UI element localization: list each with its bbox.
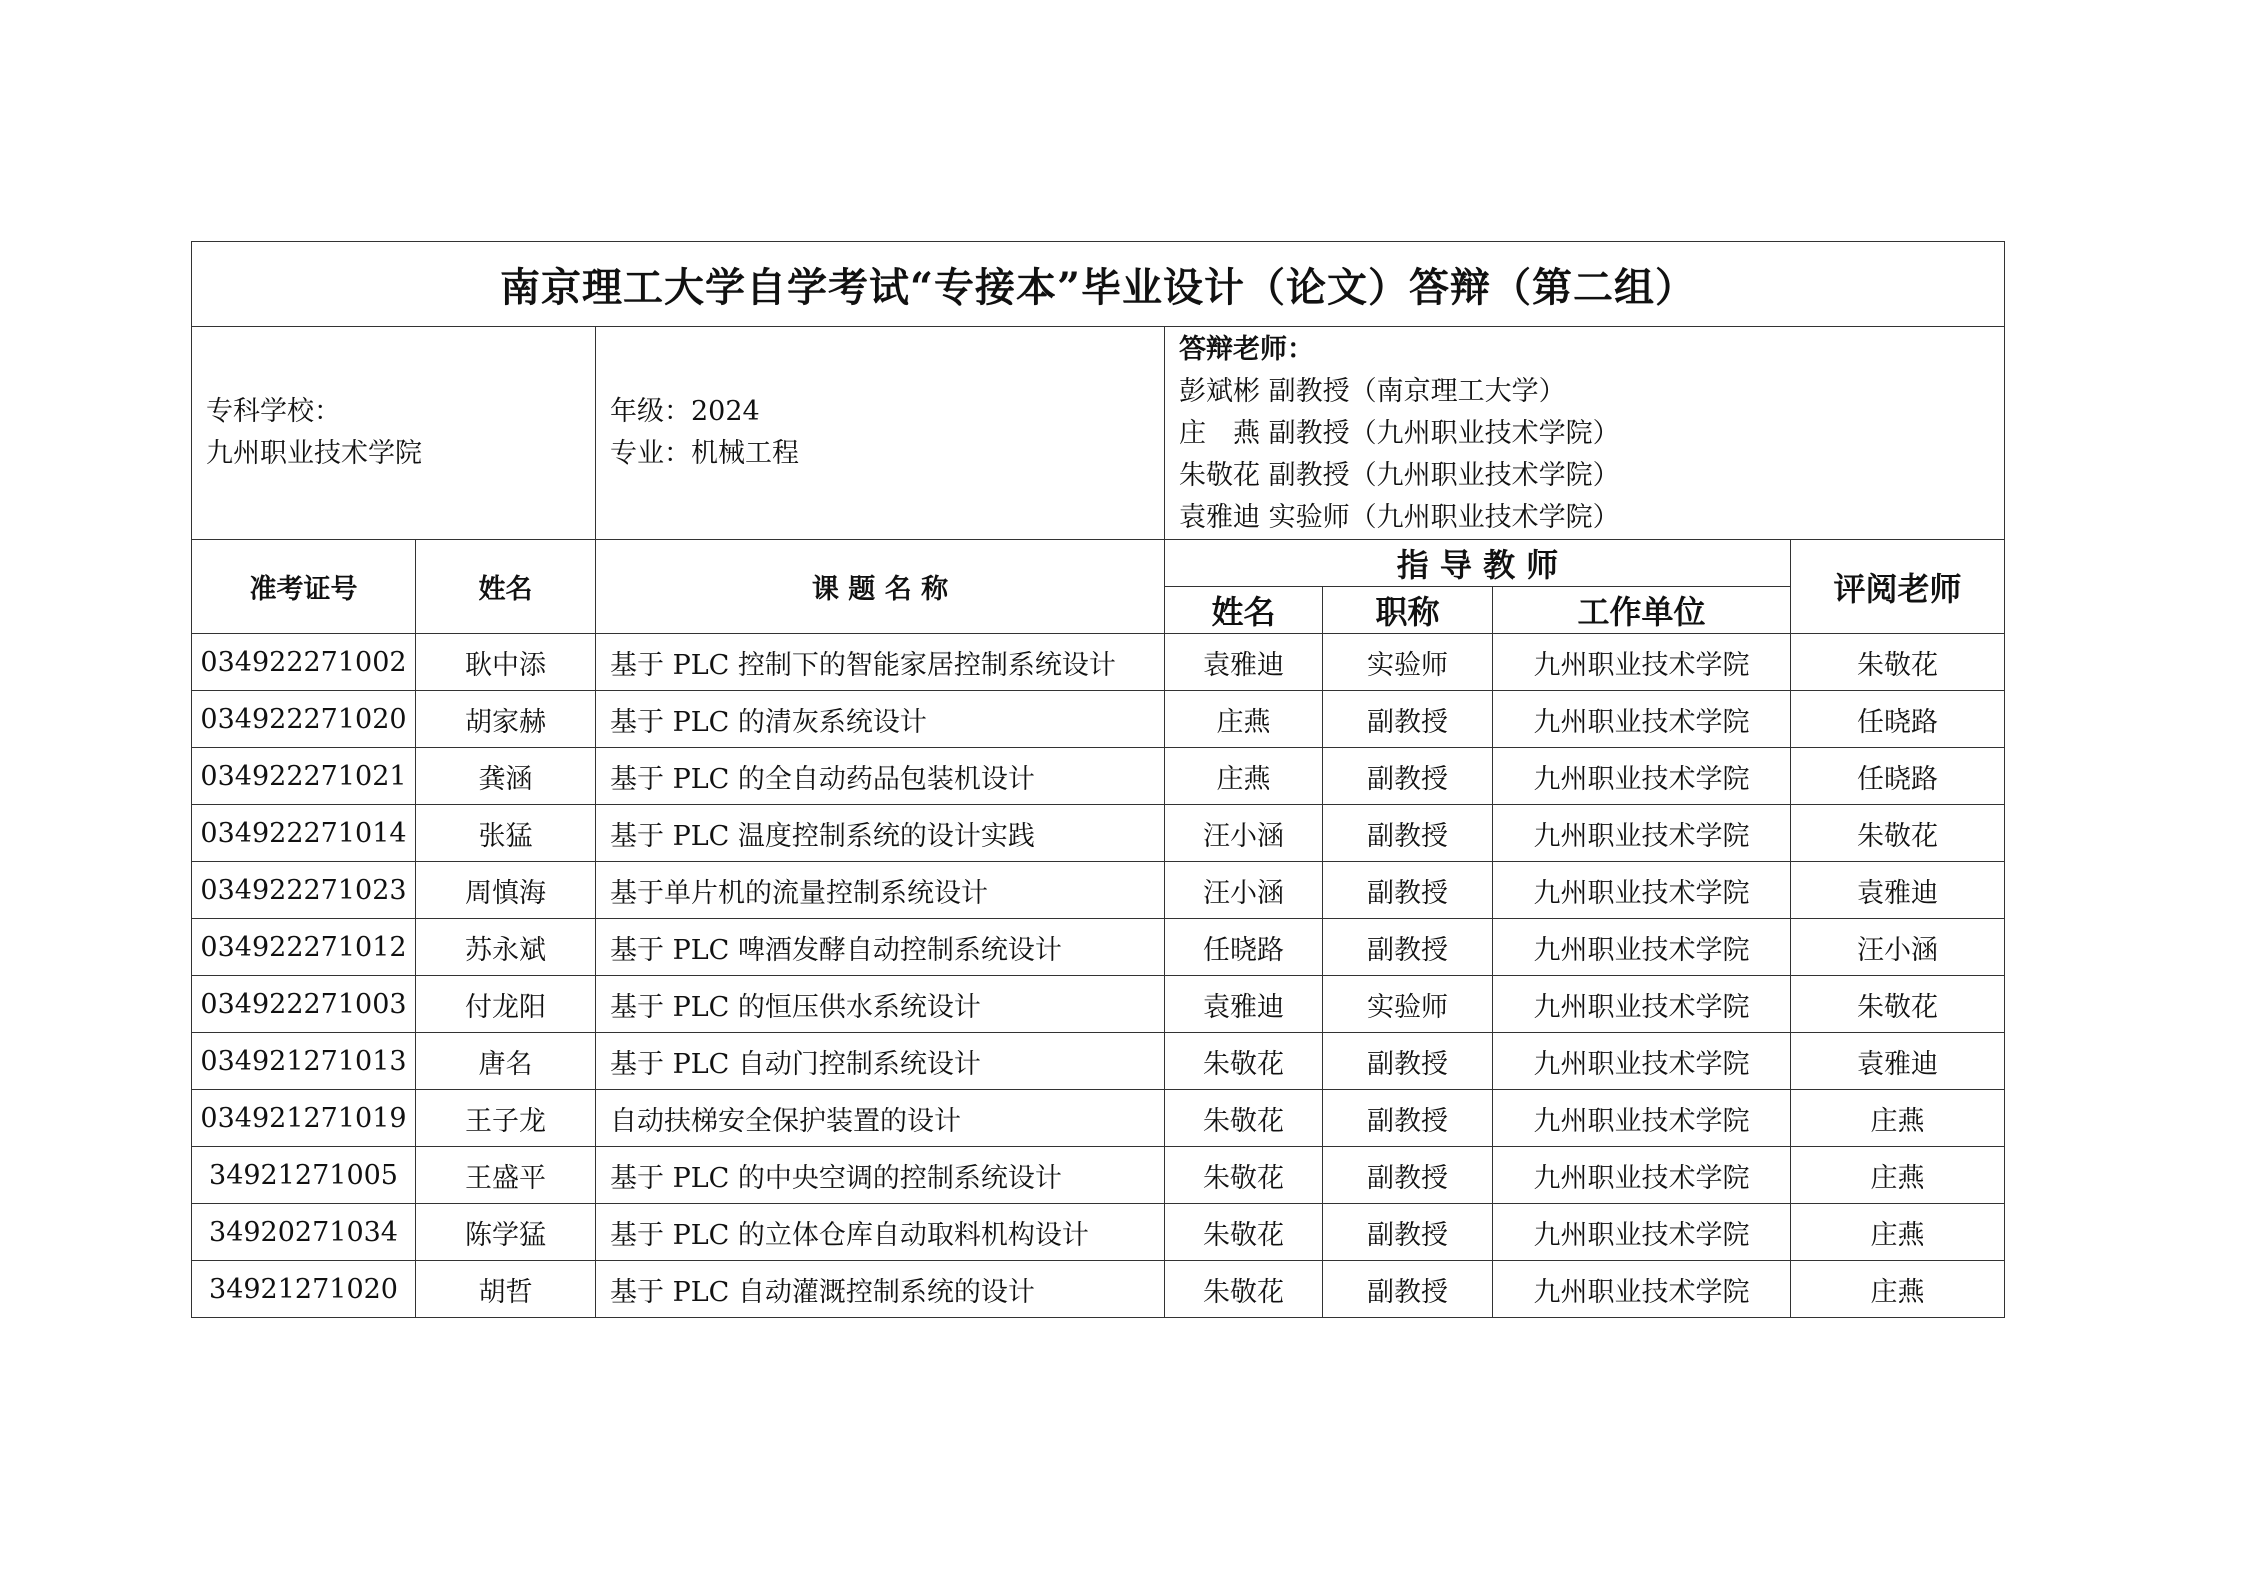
header-student-name: 姓名 [416, 540, 596, 634]
student-name-cell: 王子龙 [416, 1090, 596, 1147]
topic-cell: 基于 PLC 的中央空调的控制系统设计 [596, 1147, 1165, 1204]
advisor-name-cell: 朱敬花 [1165, 1147, 1323, 1204]
advisor-name-cell: 袁雅迪 [1165, 634, 1323, 691]
reviewer-cell: 朱敬花 [1791, 976, 2005, 1033]
advisor-name-cell: 朱敬花 [1165, 1090, 1323, 1147]
exam-id-cell: 034922271014 [192, 805, 416, 862]
advisor-unit-cell: 九州职业技术学院 [1493, 748, 1791, 805]
student-name-cell: 胡哲 [416, 1261, 596, 1318]
reviewer-cell: 庄燕 [1791, 1204, 2005, 1261]
header-advisor-name: 姓名 [1165, 587, 1323, 634]
topic-cell: 基于 PLC 的全自动药品包装机设计 [596, 748, 1165, 805]
table-row [192, 1261, 2005, 1318]
topic-cell: 基于 PLC 的清灰系统设计 [596, 691, 1165, 748]
major-text: 专业：机械工程 [610, 438, 799, 469]
topic-cell: 基于 PLC 自动门控制系统设计 [596, 1033, 1165, 1090]
reviewer-cell: 汪小涵 [1791, 919, 2005, 976]
student-name-cell: 耿中添 [416, 634, 596, 691]
exam-id-cell: 34921271020 [192, 1261, 416, 1318]
advisor-title-cell: 副教授 [1323, 1147, 1493, 1204]
advisor-name-cell: 庄燕 [1165, 691, 1323, 748]
advisor-unit-cell: 九州职业技术学院 [1493, 1090, 1791, 1147]
table-row [192, 862, 2005, 919]
defense-teachers-label: 答辩老师： [1179, 334, 1314, 365]
table-row [192, 1204, 2005, 1261]
table-row [192, 976, 2005, 1033]
advisor-name-cell: 袁雅迪 [1165, 976, 1323, 1033]
advisor-title-cell: 实验师 [1323, 634, 1493, 691]
defense-schedule-document [191, 241, 2004, 1318]
page-title: 南京理工大学自学考试“专接本”毕业设计（论文）答辩（第二组） [192, 242, 2005, 327]
topic-cell: 基于 PLC 自动灌溉控制系统的设计 [596, 1261, 1165, 1318]
topic-cell: 基于单片机的流量控制系统设计 [596, 862, 1165, 919]
header-exam-id: 准考证号 [192, 540, 416, 634]
exam-id-cell: 034922271003 [192, 976, 416, 1033]
advisor-title-cell: 副教授 [1323, 748, 1493, 805]
school-label: 专科学校： [206, 396, 341, 427]
advisor-unit-cell: 九州职业技术学院 [1493, 691, 1791, 748]
table-row [192, 1033, 2005, 1090]
reviewer-cell: 任晓路 [1791, 748, 2005, 805]
defense-teacher-4: 袁雅迪 实验师（九州职业技术学院） [1179, 502, 1620, 533]
reviewer-cell: 庄燕 [1791, 1147, 2005, 1204]
advisor-unit-cell: 九州职业技术学院 [1493, 805, 1791, 862]
grade-text: 年级：2024 [610, 396, 760, 427]
student-name-cell: 周慎海 [416, 862, 596, 919]
reviewer-cell: 朱敬花 [1791, 634, 2005, 691]
table-row [192, 634, 2005, 691]
topic-cell: 自动扶梯安全保护装置的设计 [596, 1090, 1165, 1147]
defense-teacher-3: 朱敬花 副教授（九州职业技术学院） [1179, 460, 1620, 491]
advisor-name-cell: 任晓路 [1165, 919, 1323, 976]
advisor-title-cell: 副教授 [1323, 1204, 1493, 1261]
advisor-unit-cell: 九州职业技术学院 [1493, 1204, 1791, 1261]
advisor-name-cell: 汪小涵 [1165, 805, 1323, 862]
student-name-cell: 苏永斌 [416, 919, 596, 976]
header-advisor-title: 职称 [1323, 587, 1493, 634]
student-name-cell: 张猛 [416, 805, 596, 862]
exam-id-cell: 034921271019 [192, 1090, 416, 1147]
reviewer-cell: 朱敬花 [1791, 805, 2005, 862]
advisor-title-cell: 副教授 [1323, 919, 1493, 976]
table-row [192, 919, 2005, 976]
advisor-unit-cell: 九州职业技术学院 [1493, 1147, 1791, 1204]
table-row [192, 748, 2005, 805]
student-name-cell: 胡家赫 [416, 691, 596, 748]
advisor-name-cell: 朱敬花 [1165, 1261, 1323, 1318]
advisor-unit-cell: 九州职业技术学院 [1493, 1033, 1791, 1090]
exam-id-cell: 034922271023 [192, 862, 416, 919]
defense-teachers-info [1165, 327, 2005, 540]
defense-schedule-table [191, 241, 2005, 1318]
table-row [192, 691, 2005, 748]
exam-id-cell: 034921271013 [192, 1033, 416, 1090]
advisor-unit-cell: 九州职业技术学院 [1493, 1261, 1791, 1318]
reviewer-cell: 庄燕 [1791, 1261, 2005, 1318]
exam-id-cell: 034922271012 [192, 919, 416, 976]
topic-cell: 基于 PLC 温度控制系统的设计实践 [596, 805, 1165, 862]
advisor-title-cell: 实验师 [1323, 976, 1493, 1033]
exam-id-cell: 034922271020 [192, 691, 416, 748]
advisor-unit-cell: 九州职业技术学院 [1493, 976, 1791, 1033]
table-row [192, 1147, 2005, 1204]
advisor-title-cell: 副教授 [1323, 691, 1493, 748]
advisor-name-cell: 庄燕 [1165, 748, 1323, 805]
student-name-cell: 王盛平 [416, 1147, 596, 1204]
table-row [192, 805, 2005, 862]
table-row [192, 1090, 2005, 1147]
student-name-cell: 付龙阳 [416, 976, 596, 1033]
topic-cell: 基于 PLC 控制下的智能家居控制系统设计 [596, 634, 1165, 691]
advisor-name-cell: 朱敬花 [1165, 1204, 1323, 1261]
header-reviewer: 评阅老师 [1791, 540, 2005, 634]
student-name-cell: 唐名 [416, 1033, 596, 1090]
exam-id-cell: 034922271002 [192, 634, 416, 691]
advisor-name-cell: 汪小涵 [1165, 862, 1323, 919]
reviewer-cell: 袁雅迪 [1791, 1033, 2005, 1090]
reviewer-cell: 庄燕 [1791, 1090, 2005, 1147]
topic-cell: 基于 PLC 啤酒发酵自动控制系统设计 [596, 919, 1165, 976]
reviewer-cell: 任晓路 [1791, 691, 2005, 748]
header-advisor-unit: 工作单位 [1493, 587, 1791, 634]
student-name-cell: 陈学猛 [416, 1204, 596, 1261]
advisor-title-cell: 副教授 [1323, 805, 1493, 862]
advisor-title-cell: 副教授 [1323, 862, 1493, 919]
school-info [192, 327, 596, 540]
defense-teacher-1: 彭斌彬 副教授（南京理工大学） [1179, 376, 1566, 407]
reviewer-cell: 袁雅迪 [1791, 862, 2005, 919]
topic-cell: 基于 PLC 的立体仓库自动取料机构设计 [596, 1204, 1165, 1261]
exam-id-cell: 034922271021 [192, 748, 416, 805]
exam-id-cell: 34920271034 [192, 1204, 416, 1261]
grade-major-info [596, 327, 1165, 540]
advisor-unit-cell: 九州职业技术学院 [1493, 862, 1791, 919]
advisor-unit-cell: 九州职业技术学院 [1493, 634, 1791, 691]
advisor-title-cell: 副教授 [1323, 1261, 1493, 1318]
topic-cell: 基于 PLC 的恒压供水系统设计 [596, 976, 1165, 1033]
header-topic: 课 题 名 称 [596, 540, 1165, 634]
exam-id-cell: 34921271005 [192, 1147, 416, 1204]
header-advisor-group: 指 导 教 师 [1165, 540, 1791, 587]
student-name-cell: 龚涵 [416, 748, 596, 805]
advisor-title-cell: 副教授 [1323, 1033, 1493, 1090]
school-value: 九州职业技术学院 [206, 438, 422, 469]
advisor-name-cell: 朱敬花 [1165, 1033, 1323, 1090]
advisor-unit-cell: 九州职业技术学院 [1493, 919, 1791, 976]
advisor-title-cell: 副教授 [1323, 1090, 1493, 1147]
defense-teacher-2: 庄 燕 副教授（九州职业技术学院） [1179, 418, 1620, 449]
